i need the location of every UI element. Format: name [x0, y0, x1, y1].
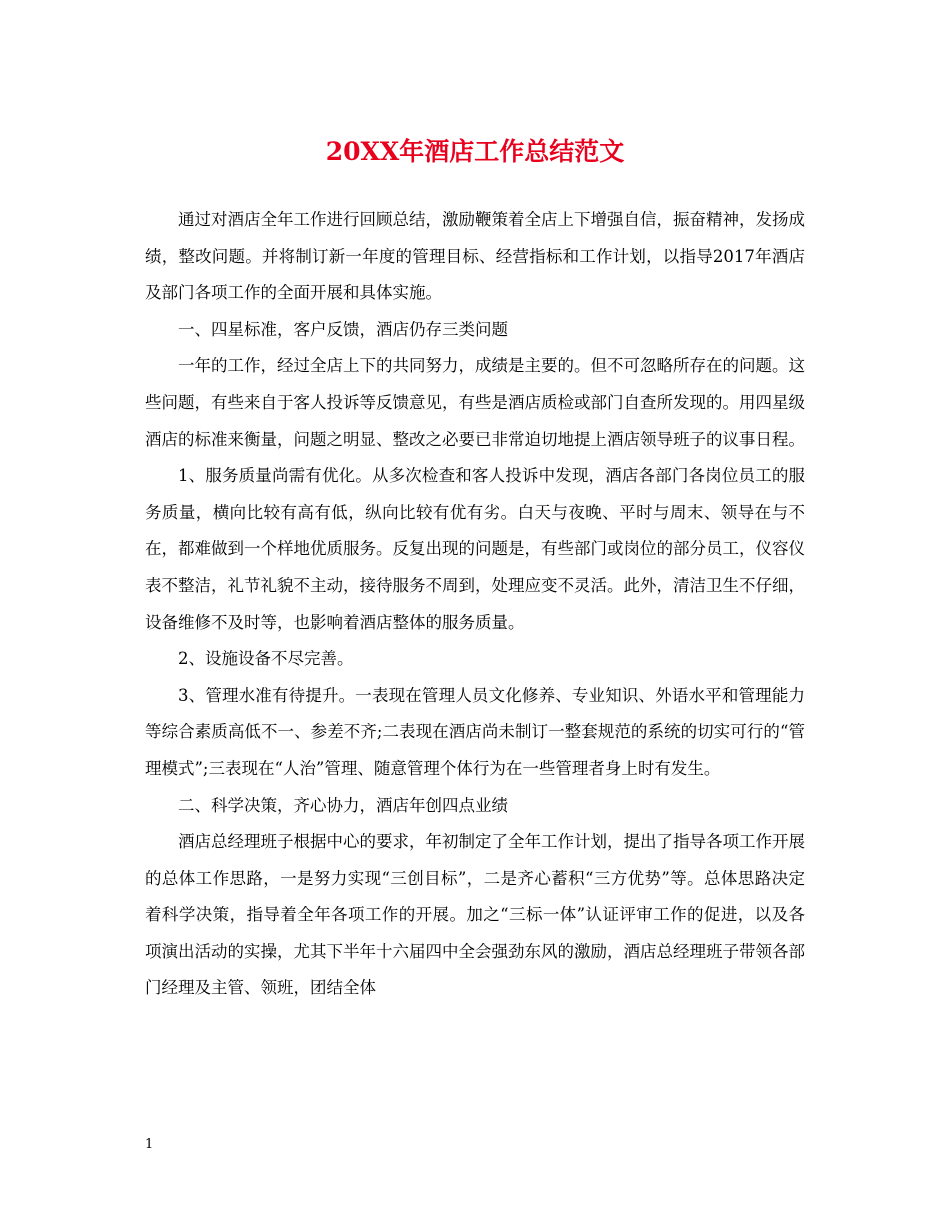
section-heading-1: 一、四星标准，客户反馈，酒店仍存三类问题 [178, 319, 508, 339]
section-heading-2: 二、科学决策，齐心协力，酒店年创四点业绩 [178, 795, 508, 815]
paragraph-decisions: 酒店总经理班子根据中心的要求，年初制定了全年工作计划，提出了指导各项工作开展的总体工作思路，一是努力实现“三创目标”，二是齐心蓄积“三方优势”等。总体思路决定着科学决策，指导着全年各项工作的开展。加之“三标一体”认证评审工作的促进，以及各项演出活动的实操，尤其下半年十六届四中全会强劲东风的激励，酒店总经理班子带领各部门经理及主管、领班，团结全体 [145, 832, 805, 998]
paragraph-facilities: 2、设施设备不尽完善。 [178, 649, 354, 669]
document-title: 20XX年酒店工作总结范文 [325, 137, 625, 166]
paragraph-intro: 通过对酒店全年工作进行回顾总结，激励鞭策着全店上下增强自信，振奋精神，发扬成绩，整改问题。并将制订新一年度的管理目标、经营指标和工作计划，以指导2017年酒店及部门各项工作的全面开展和具体实施。 [145, 210, 805, 303]
paragraph-problems: 一年的工作，经过全店上下的共同努力，成绩是主要的。但不可忽略所存在的问题。这些问题，有些来自于客人投诉等反馈意见，有些是酒店质检或部门自查所发现的。用四星级酒店的标准来衡量，问题之明显、整改之必要已非常迫切地提上酒店领导班子的议事日程。 [145, 356, 805, 449]
paragraph-management: 3、管理水准有待提升。一表现在管理人员文化修养、专业知识、外语水平和管理能力等综合素质高低不一、参差不齐;二表现在酒店尚未制订一整套规范的系统的切实可行的“管理模式”;三表现在“人治”管理、随意管理个体行为在一些管理者身上时有发生。 [145, 685, 805, 778]
paragraph-service-quality: 1、服务质量尚需有优化。从多次检查和客人投诉中发现，酒店各部门各岗位员工的服务质量，横向比较有高有低，纵向比较有优有劣。白天与夜晚、平时与周末、领导在与不在，都难做到一个样地优质服务。反复出现的问题是，有些部门或岗位的部分员工，仪容仪表不整洁，礼节礼貌不主动，接待服务不周到，处理应变不灵活。此外，清洁卫生不仔细，设备维修不及时等，也影响着酒店整体的服务质量。 [145, 466, 805, 632]
page-number: 1 [145, 1137, 154, 1152]
document-body [145, 202, 805, 1007]
